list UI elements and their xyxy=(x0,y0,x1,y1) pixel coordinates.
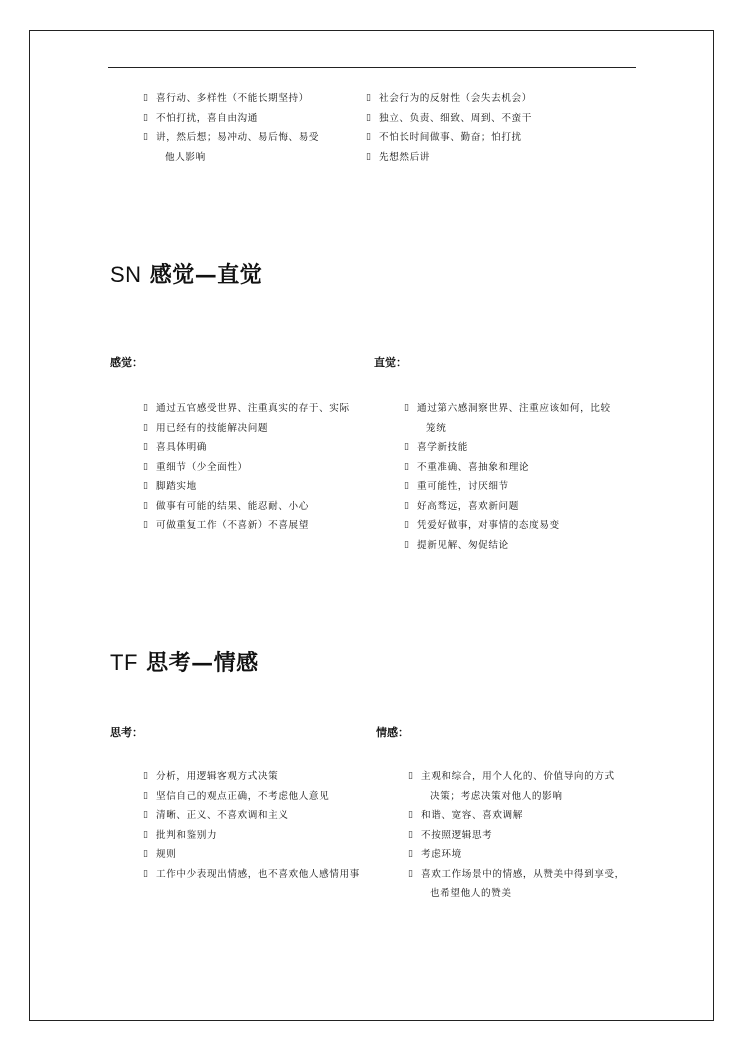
list-item-text: 用已经有的技能解决问题 xyxy=(156,422,269,434)
list-item xyxy=(404,458,611,478)
square-bullet-icon: ▯ xyxy=(143,771,149,781)
list-item-text: 不按照逻辑思考 xyxy=(421,829,493,841)
list-item xyxy=(143,845,360,865)
section-title-tf xyxy=(110,646,259,677)
square-bullet-icon: ▯ xyxy=(404,520,410,530)
list-item-text: 重可能性，讨厌细节 xyxy=(417,481,509,492)
list-item xyxy=(404,536,611,556)
list-item xyxy=(404,438,611,458)
tf-right-heading: 情感： xyxy=(376,726,409,739)
list-item xyxy=(143,438,350,458)
square-bullet-icon: ▯ xyxy=(366,151,372,162)
square-bullet-icon: ▯ xyxy=(143,481,149,491)
square-bullet-icon: ▯ xyxy=(408,810,414,820)
list-item-text: 社会行为的反射性（会失去机会） xyxy=(379,93,532,104)
square-bullet-icon: ▯ xyxy=(143,422,149,433)
top-right-list xyxy=(366,89,532,167)
list-item-text: 可做重复工作（不喜新）不喜展望 xyxy=(156,520,309,531)
list-item xyxy=(408,865,625,904)
list-item xyxy=(143,458,350,478)
list-item xyxy=(366,148,532,168)
square-bullet-icon: ▯ xyxy=(143,810,149,820)
list-item-text: 分析，用逻辑客观方式决策 xyxy=(156,771,279,782)
list-item-text: 喜欢工作场景中的情感，从赞美中得到享受， xyxy=(421,868,625,880)
square-bullet-icon: ▯ xyxy=(404,539,410,550)
list-item-text: 主观和综合，用个人化的、价值导向的方式 xyxy=(421,771,615,782)
header-rule xyxy=(108,67,636,68)
square-bullet-icon: ▯ xyxy=(143,403,149,413)
list-item xyxy=(143,477,350,497)
list-item-text: 清晰、正义、不喜欢调和主义 xyxy=(156,810,289,821)
tf-left-heading: 思考： xyxy=(110,726,143,739)
list-item-text: 不重准确、喜抽象和理论 xyxy=(417,461,530,473)
list-item-text: 考虑环境 xyxy=(421,849,462,860)
list-item xyxy=(366,128,532,148)
list-item-continuation: 笼统 xyxy=(426,422,447,434)
tf-left-list xyxy=(143,767,360,884)
list-item xyxy=(143,419,350,439)
square-bullet-icon: ▯ xyxy=(143,500,149,511)
list-item xyxy=(408,806,625,826)
square-bullet-icon: ▯ xyxy=(408,849,414,859)
list-item-text: 做事有可能的结果、能忍耐、小心 xyxy=(156,500,309,512)
square-bullet-icon: ▯ xyxy=(366,93,372,103)
square-bullet-icon: ▯ xyxy=(143,849,149,859)
square-bullet-icon: ▯ xyxy=(143,93,149,103)
list-item xyxy=(143,516,350,536)
list-item xyxy=(143,787,360,807)
list-item-text: 喜行动、多样性（不能长期坚持） xyxy=(156,93,309,104)
section-title-tf-latin: TF xyxy=(110,650,138,675)
square-bullet-icon: ▯ xyxy=(408,868,414,879)
square-bullet-icon: ▯ xyxy=(143,520,149,530)
sn-left-list xyxy=(143,399,350,536)
list-item xyxy=(143,128,319,167)
list-item xyxy=(404,477,611,497)
list-item-text: 批判和鉴别力 xyxy=(156,829,218,841)
list-item-continuation: 他人影响 xyxy=(165,151,206,163)
square-bullet-icon: ▯ xyxy=(366,112,372,123)
list-item-text: 不怕长时间做事、勤奋；怕打扰 xyxy=(379,132,522,143)
list-item xyxy=(408,767,625,806)
square-bullet-icon: ▯ xyxy=(143,132,149,142)
square-bullet-icon: ▯ xyxy=(404,500,410,511)
square-bullet-icon: ▯ xyxy=(404,403,410,413)
list-item xyxy=(404,516,611,536)
list-item xyxy=(143,399,350,419)
sn-left-heading: 感觉： xyxy=(110,356,143,369)
list-item xyxy=(404,497,611,517)
list-item xyxy=(143,806,360,826)
square-bullet-icon: ▯ xyxy=(143,790,149,801)
list-item xyxy=(143,767,360,787)
section-title-sn-latin: SN xyxy=(110,262,142,287)
square-bullet-icon: ▯ xyxy=(143,442,149,452)
list-item xyxy=(408,826,625,846)
list-item-text: 凭爱好做事，对事情的态度易变 xyxy=(417,520,560,531)
list-item-text: 通过五官感受世界、注重真实的存于、实际 xyxy=(156,403,350,414)
square-bullet-icon: ▯ xyxy=(366,132,372,142)
list-item-text: 重细节（少全面性） xyxy=(156,461,248,473)
list-item-text: 工作中少表现出情感，也不喜欢他人感情用事 xyxy=(156,868,360,880)
list-item xyxy=(404,399,611,438)
top-left-list xyxy=(143,89,319,167)
square-bullet-icon: ▯ xyxy=(143,461,149,472)
list-item-text: 喜具体明确 xyxy=(156,442,207,453)
list-item xyxy=(143,89,319,109)
list-item-text: 讲，然后想；易冲动、易后悔、易受 xyxy=(156,132,320,143)
tf-right-list xyxy=(408,767,625,904)
list-item xyxy=(408,845,625,865)
list-item-text: 提新见解、匆促结论 xyxy=(417,539,509,551)
square-bullet-icon: ▯ xyxy=(408,771,414,781)
list-item-text: 通过第六感洞察世界、注重应该如何，比较 xyxy=(417,403,611,414)
square-bullet-icon: ▯ xyxy=(143,112,149,123)
list-item-continuation: 决策；考虑决策对他人的影响 xyxy=(430,790,563,802)
list-item xyxy=(143,865,360,885)
list-item-text: 先想然后讲 xyxy=(379,151,430,163)
square-bullet-icon: ▯ xyxy=(404,442,410,452)
square-bullet-icon: ▯ xyxy=(143,829,149,840)
list-item xyxy=(143,826,360,846)
list-item xyxy=(143,497,350,517)
list-item-text: 好高骛远，喜欢新问题 xyxy=(417,500,519,512)
sn-right-list xyxy=(404,399,611,555)
list-item-text: 坚信自己的观点正确，不考虑他人意见 xyxy=(156,790,330,802)
section-title-sn-cjk: 感觉—直觉 xyxy=(149,262,263,288)
list-item-text: 不怕打扰，喜自由沟通 xyxy=(156,112,258,124)
section-title-tf-cjk: 思考—情感 xyxy=(146,650,259,676)
list-item-text: 脚踏实地 xyxy=(156,481,197,492)
square-bullet-icon: ▯ xyxy=(404,481,410,491)
list-item-text: 和谐、宽容、喜欢调解 xyxy=(421,810,523,821)
list-item xyxy=(366,89,532,109)
list-item-continuation: 也希望他人的赞美 xyxy=(430,888,512,899)
square-bullet-icon: ▯ xyxy=(404,461,410,472)
list-item-text: 独立、负责、细致、周到、不蛮干 xyxy=(379,112,532,124)
list-item-text: 喜学新技能 xyxy=(417,442,468,453)
list-item xyxy=(366,109,532,129)
section-title-sn xyxy=(110,258,262,289)
square-bullet-icon: ▯ xyxy=(408,829,414,840)
sn-right-heading: 直觉： xyxy=(374,356,407,369)
list-item-text: 规则 xyxy=(156,849,177,860)
square-bullet-icon: ▯ xyxy=(143,868,149,879)
list-item xyxy=(143,109,319,129)
